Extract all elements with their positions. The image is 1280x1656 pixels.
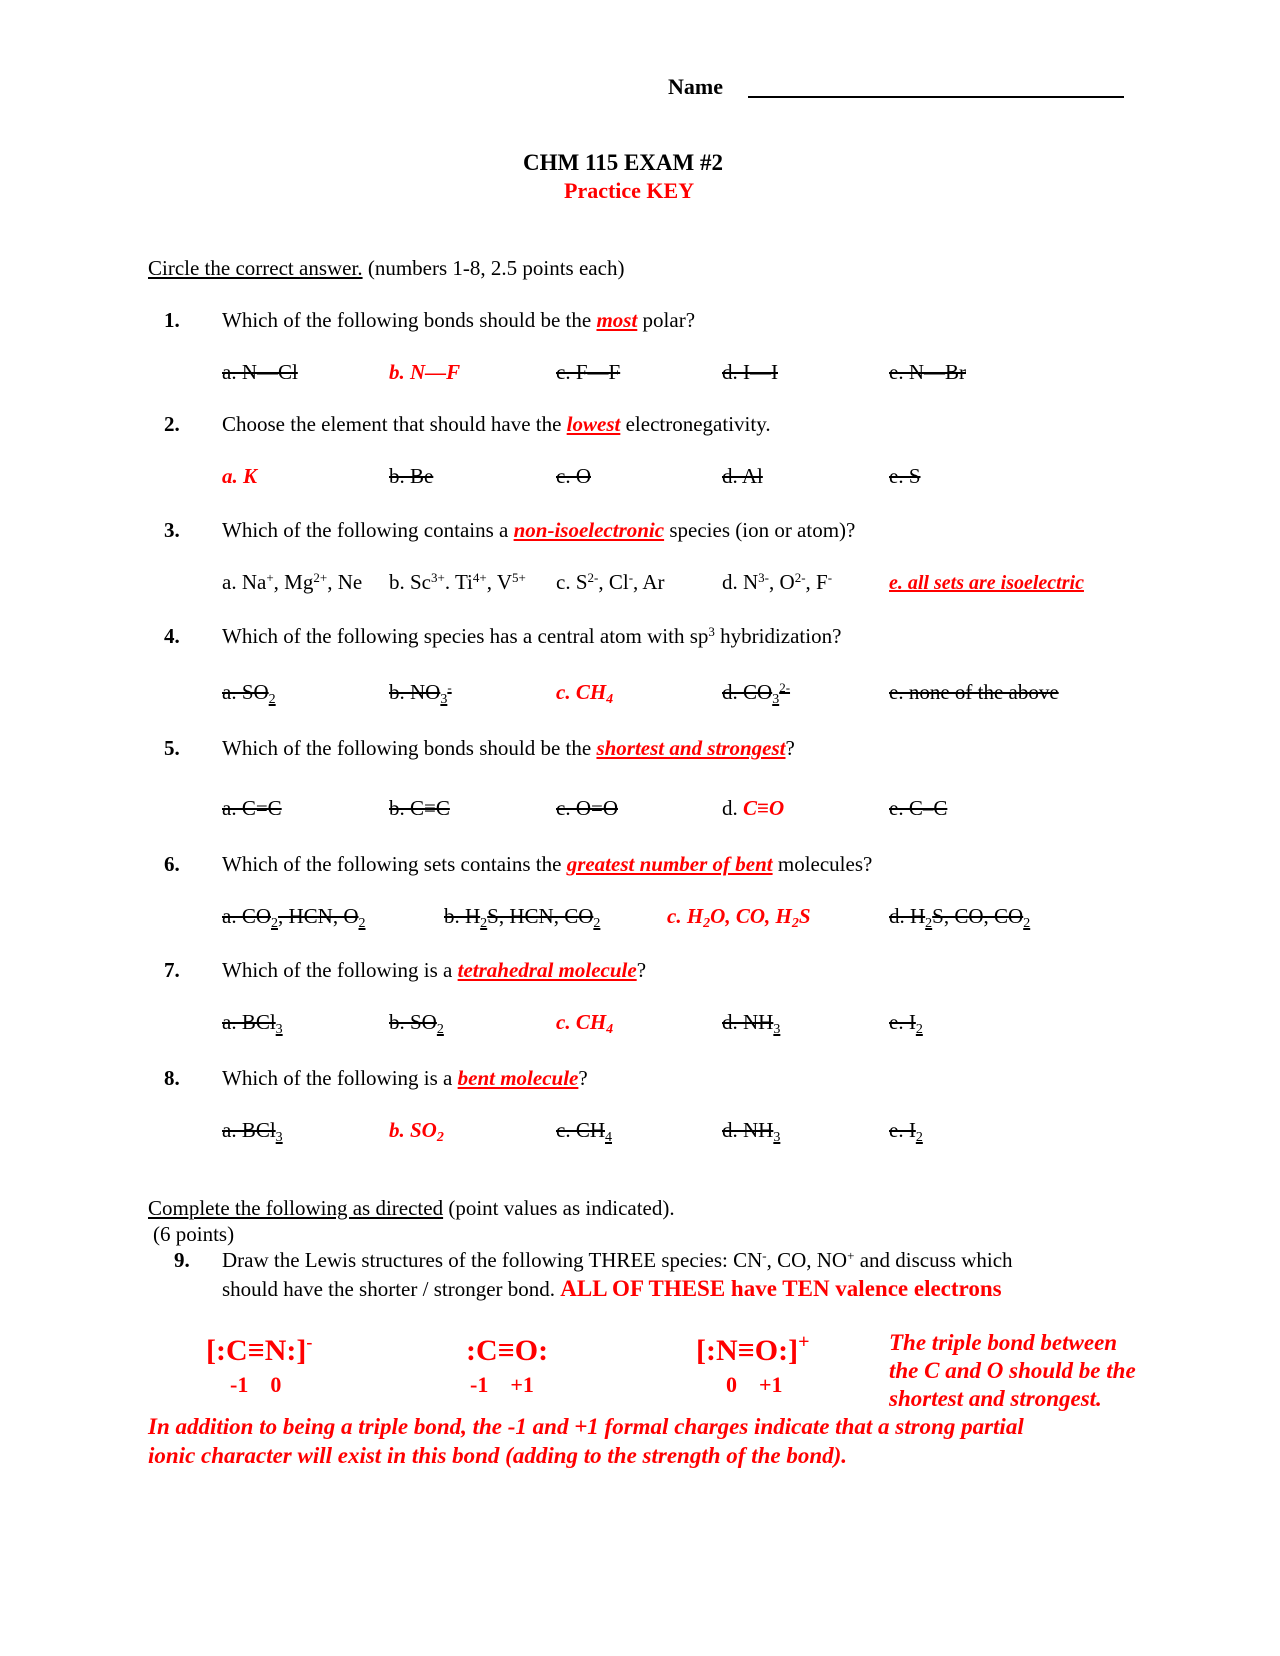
q2-option-b[interactable]: b. Be — [389, 464, 434, 488]
question-1-text: Which of the following bonds should be the most polar? — [222, 308, 696, 332]
question-number: 7. — [164, 958, 180, 982]
q2-option-c[interactable]: c. O — [556, 464, 591, 488]
q8-option-c[interactable]: c. $CH_4$ — [556, 1118, 612, 1145]
q1-option-d[interactable]: d. I—I — [722, 360, 778, 384]
section2-instruction: Complete the following as directed (point values as indicated). — [148, 1196, 675, 1220]
name-field[interactable] — [748, 96, 1124, 98]
q5-option-d-correct[interactable]: d. C≡O — [722, 796, 785, 820]
formal-charges-cn: -1 0 — [230, 1372, 282, 1397]
question-5-text: Which of the following bonds should be the shortest and strongest? — [222, 736, 795, 760]
q6-option-c-correct[interactable]: c. $H_2O$, CO, $H_2S$ — [667, 904, 811, 931]
q6-option-b[interactable]: b. $H_2S$, HCN, $CO_2$ — [444, 904, 601, 931]
question-8-text: Which of the following is a bent molecule? — [222, 1066, 588, 1090]
q4-option-c-correct[interactable]: c. $CH_4$ — [556, 680, 614, 707]
q7-option-e[interactable]: e. $I_2$ — [889, 1010, 923, 1037]
q4-option-d[interactable]: d. $CO_3^{2-}$ — [722, 680, 791, 707]
q5-option-b[interactable]: b. C≡C — [389, 796, 450, 820]
page-title: CHM 115 EXAM #2 — [523, 150, 723, 175]
q5-option-a[interactable]: a. C=C — [222, 796, 282, 820]
answer-explanation-line2: ionic character will exist in this bond (adding to the strength of the bond). — [148, 1443, 848, 1468]
q2-option-a-correct[interactable]: a. K — [222, 464, 258, 488]
q8-option-b-correct[interactable]: b. $SO_2$ — [389, 1118, 444, 1145]
q4-option-a[interactable]: a. $SO_2$ — [222, 680, 276, 707]
q6-option-a[interactable]: a. $CO_2$, HCN, $O_2$ — [222, 904, 366, 931]
q4-option-e[interactable]: e. none of the above — [889, 680, 1059, 704]
formal-charges-co: -1 +1 — [470, 1372, 534, 1397]
q7-option-b[interactable]: b. $SO_2$ — [389, 1010, 444, 1037]
q8-option-a[interactable]: a. BCl$_3$ — [222, 1118, 283, 1145]
q5-option-c[interactable]: c. O=O — [556, 796, 618, 820]
q7-option-c-correct[interactable]: c. $CH_4$ — [556, 1010, 614, 1037]
question-2-text: Choose the element that should have the lowest electronegativity. — [222, 412, 771, 436]
answer-note-line3: shortest and strongest. — [889, 1386, 1102, 1411]
question-number: 4. — [164, 624, 180, 648]
question-number: 6. — [164, 852, 180, 876]
section1-instruction: Circle the correct answer. (numbers 1-8, 2.5 points each) — [148, 256, 625, 280]
question-6-text: Which of the following sets contains the greatest number of bent molecules? — [222, 852, 873, 876]
lewis-structure-no: [:N≡O:]+ — [696, 1331, 810, 1367]
question-number: 9. — [174, 1248, 190, 1272]
q3-option-a[interactable]: a. Na+, $Mg^{2+}$, Ne — [222, 570, 363, 594]
q2-option-d[interactable]: d. Al — [722, 464, 763, 488]
q3-option-e-correct[interactable]: e. all sets are isoelectric — [889, 572, 1084, 594]
answer-note-line2: the C and O should be the — [889, 1358, 1136, 1383]
q7-option-d[interactable]: d. $NH_3$ — [722, 1010, 781, 1037]
q3-option-c[interactable]: c. $S^{2-}$, Cl-, Ar — [556, 570, 665, 594]
lewis-structure-co: :C≡O: — [466, 1334, 549, 1367]
q7-option-a[interactable]: a. BCl$_3$ — [222, 1010, 283, 1037]
q8-option-e[interactable]: e. $I_2$ — [889, 1118, 923, 1145]
q1-option-e[interactable]: e. N—Br — [889, 360, 966, 384]
q2-option-e[interactable]: e. S — [889, 464, 921, 488]
q4-option-b[interactable]: b. $NO_3^-$ — [389, 680, 452, 707]
q8-option-d[interactable]: d. $NH_3$ — [722, 1118, 781, 1145]
q5-option-e[interactable]: e. C–C — [889, 796, 948, 820]
question-number: 8. — [164, 1066, 180, 1090]
q1-option-a[interactable]: a. N—Cl — [222, 360, 298, 384]
question-7-text: Which of the following is a tetrahedral molecule? — [222, 958, 647, 982]
page-subtitle: Practice KEY — [564, 178, 695, 203]
question-number: 5. — [164, 736, 180, 760]
question-9-line1: Draw the Lewis structures of the following THREE species: CN-, CO, NO+ and discuss which — [222, 1248, 1013, 1272]
question-3-text: Which of the following contains a non-isoelectronic species (ion or atom)? — [222, 518, 856, 542]
points-label: (6 points) — [153, 1222, 235, 1246]
q1-option-b-correct[interactable]: b. N—F — [389, 360, 461, 384]
question-4-text: Which of the following species has a central atom with $sp^3$ hybridization? — [222, 624, 842, 648]
q6-option-d[interactable]: d. $H_2S$, CO, $CO_2$ — [889, 904, 1031, 931]
name-label: Name — [668, 74, 723, 99]
answer-explanation-line1: In addition to being a triple bond, the -1 and +1 formal charges indicate that a strong partial — [148, 1414, 1024, 1439]
formal-charges-no: 0 +1 — [726, 1372, 783, 1397]
answer-note-line1: The triple bond between — [889, 1330, 1118, 1355]
q3-option-d[interactable]: d. $N^{3-}$, $O^{2-}$, F- — [722, 570, 833, 594]
question-number: 3. — [164, 518, 180, 542]
question-number: 2. — [164, 412, 180, 436]
lewis-structure-cn: [:C≡N:]- — [206, 1332, 313, 1367]
question-9-line2: should have the shorter / stronger bond. ALL OF THESE have TEN valence electrons — [222, 1276, 1002, 1301]
q1-option-c[interactable]: c. F—F — [556, 360, 621, 384]
question-number: 1. — [164, 308, 180, 332]
q3-option-b[interactable]: b. $Sc^{3+}$. $Ti^{4+}$, $V^{5+}$ — [389, 570, 526, 594]
